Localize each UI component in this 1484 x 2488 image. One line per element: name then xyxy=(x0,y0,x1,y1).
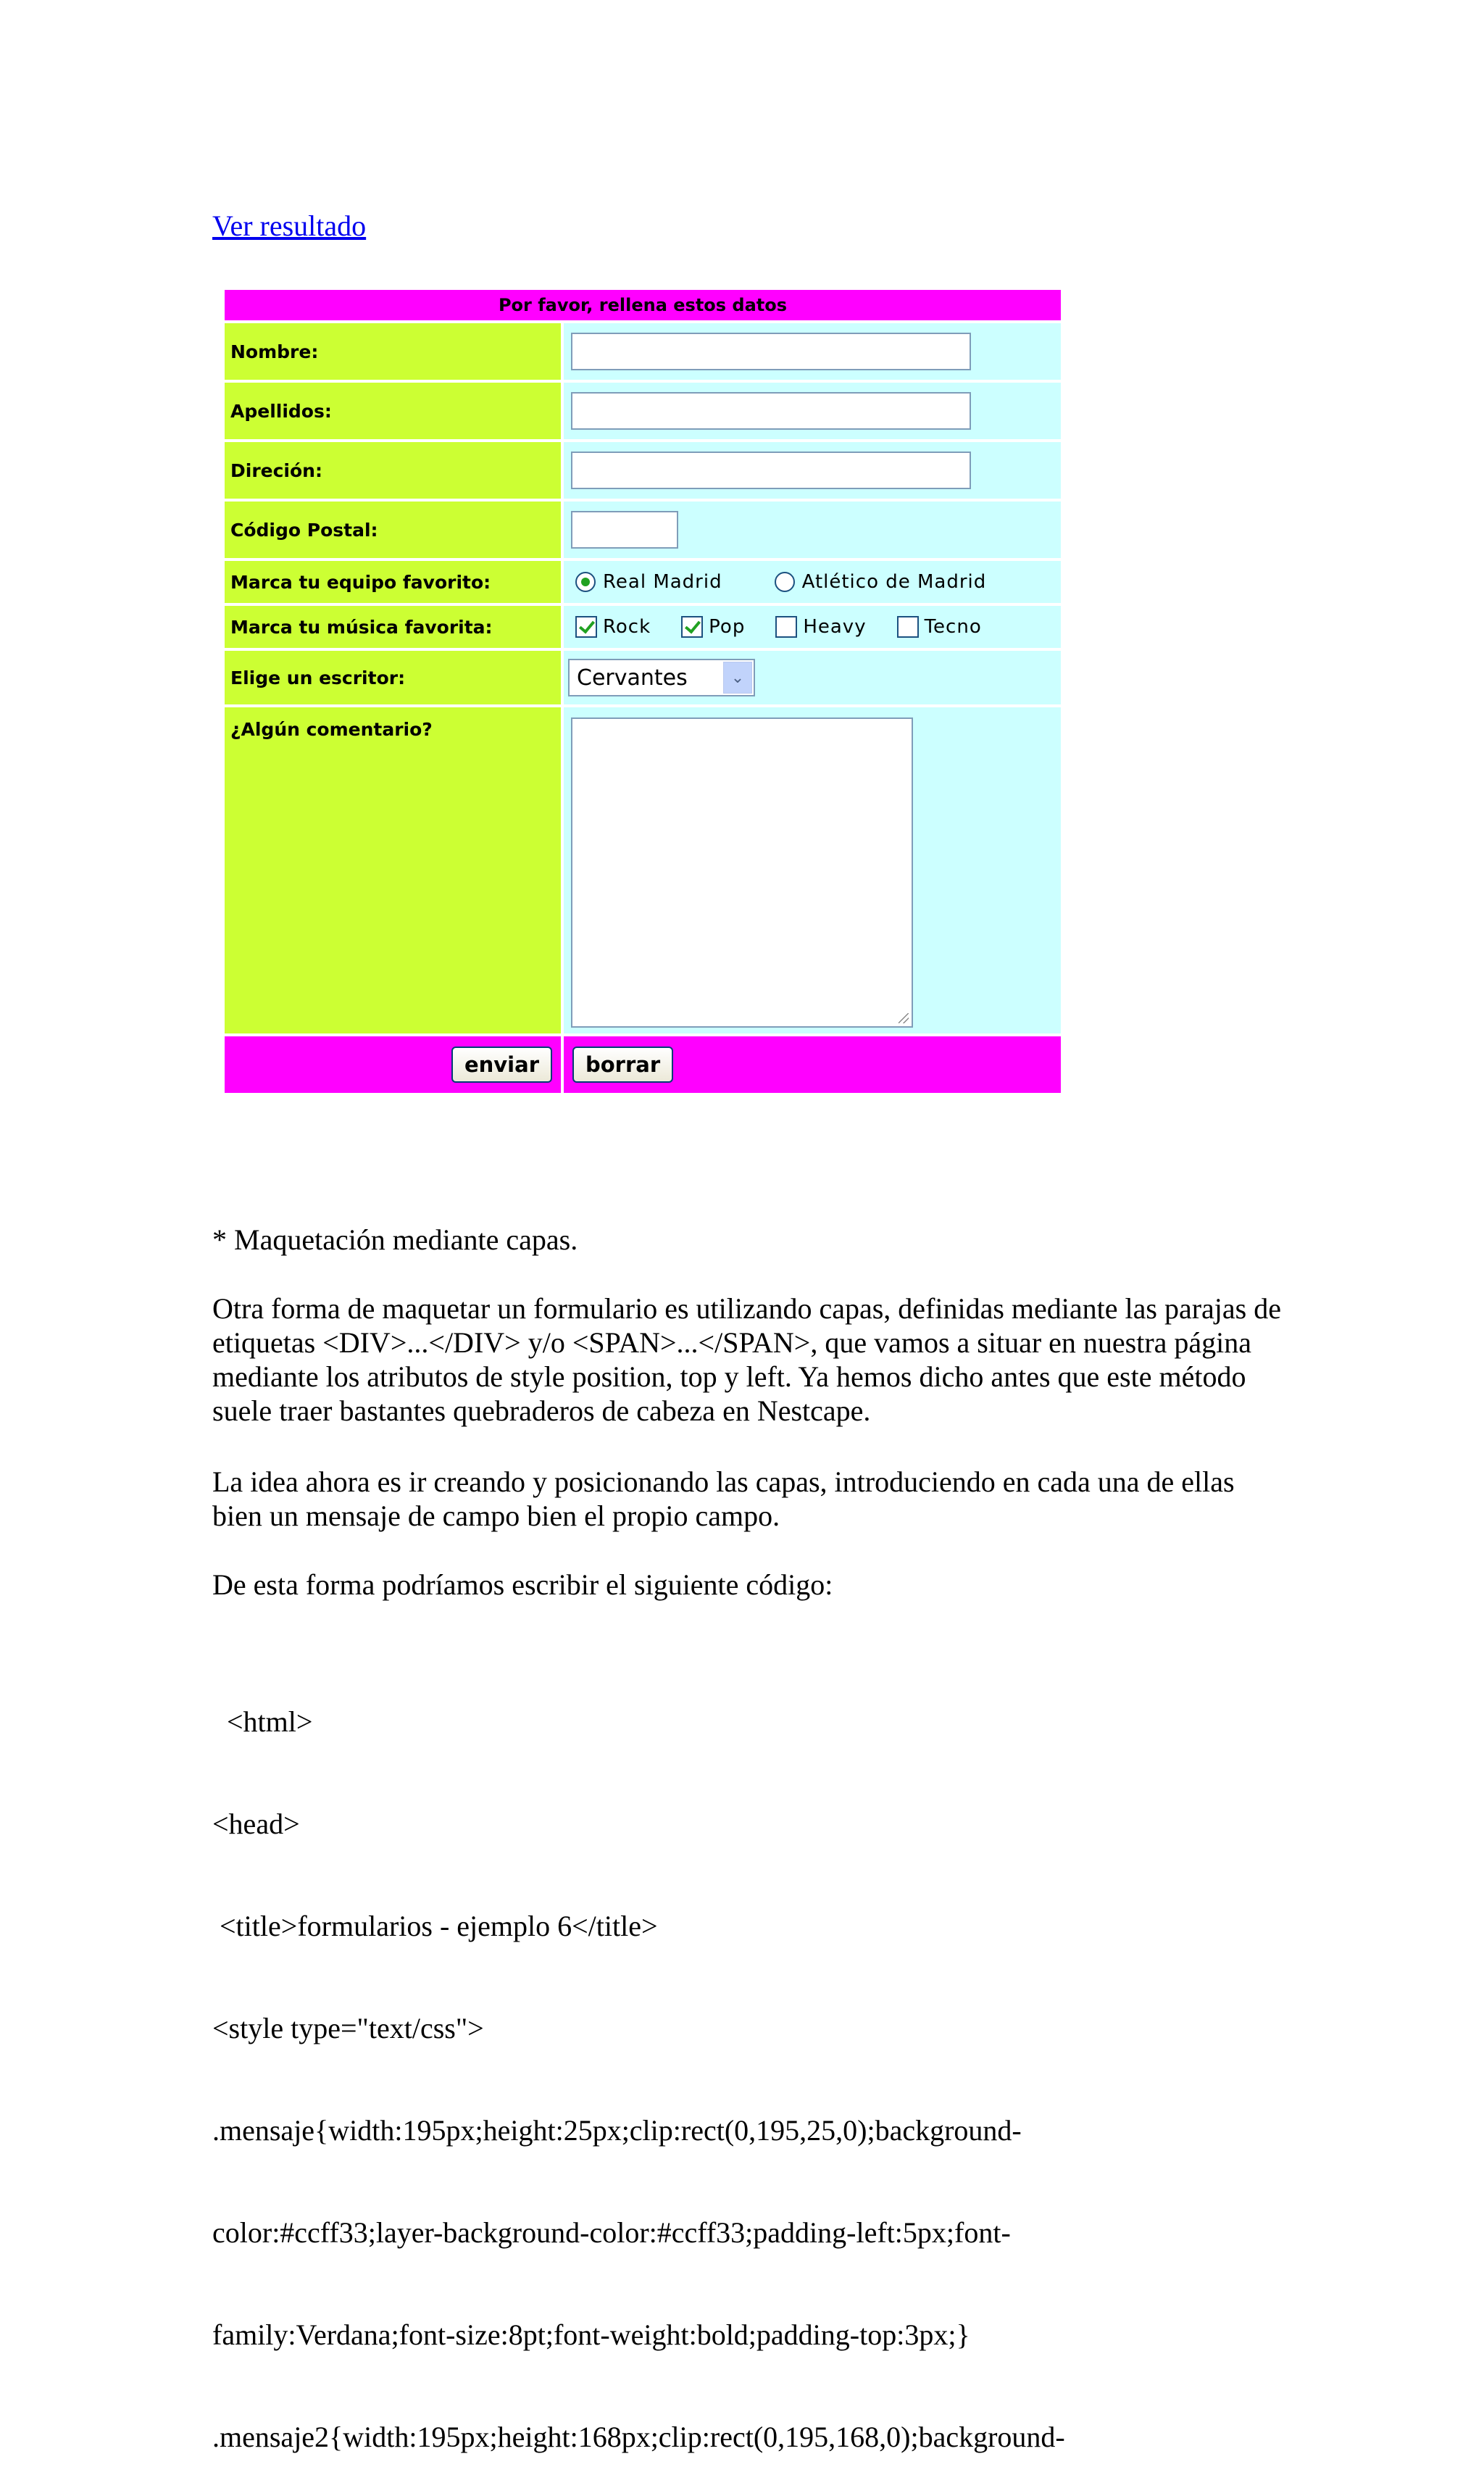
radio-atletico[interactable]: Atlético de Madrid xyxy=(775,571,987,593)
comentario-textarea[interactable] xyxy=(571,717,913,1028)
row-equipo xyxy=(225,561,1061,603)
row-musica xyxy=(225,606,1061,648)
row-cp xyxy=(225,502,1061,558)
paragraph-1: Otra forma de maquetar un formulario es utilizando capas, definidas mediante las parajas de etiquetas <DIV>...</DIV> y/o <SPAN>...</SPAN>, que vamos a situar en nuestra página mediante los atributos de style position, top y left. Ya hemos dicho antes que este método suele traer bastantes quebraderos de cabeza en Nestcape. xyxy=(212,1292,1281,1427)
chevron-down-icon[interactable]: ⌄ xyxy=(723,662,752,694)
code-line: family:Verdana;font-size:8pt;font-weight:bold;padding-top:3px;} xyxy=(212,2318,970,2351)
code-line: <head> xyxy=(212,1807,300,1840)
label-musica: Marca tu música favorita: xyxy=(225,606,561,648)
checkbox-pop[interactable]: Pop xyxy=(681,616,745,638)
label-escritor: Elige un escritor: xyxy=(225,651,561,704)
code-block xyxy=(212,1636,1285,2488)
borrar-button[interactable]: borrar xyxy=(572,1047,673,1083)
code-line: color:#ccff33;layer-background-color:#ccff33;padding-left:5px;font- xyxy=(212,2216,1011,2249)
checkbox-checked-icon xyxy=(575,616,597,638)
code-line: .mensaje{width:195px;height:25px;clip:rect(0,195,25,0);background- xyxy=(212,2114,1022,2147)
code-line: <title>formularios - ejemplo 6</title> xyxy=(212,1910,658,1942)
paragraph-3: De esta forma podríamos escribir el siguiente código: xyxy=(212,1568,833,1601)
enviar-button[interactable]: enviar xyxy=(451,1047,552,1083)
checkbox-tecno[interactable]: Tecno xyxy=(897,616,982,638)
checkbox-checked-icon xyxy=(681,616,703,638)
codigo-postal-input[interactable] xyxy=(571,511,678,549)
row-escritor xyxy=(225,651,1061,704)
apellidos-input[interactable] xyxy=(571,392,971,430)
code-line: <style type="text/css"> xyxy=(212,2012,484,2044)
label-apellidos: Apellidos: xyxy=(225,383,561,439)
label-nombre: Nombre: xyxy=(225,323,561,380)
row-nombre xyxy=(225,323,1061,380)
form-header: Por favor, rellena estos datos xyxy=(225,290,1061,320)
code-line: <html> xyxy=(212,1705,313,1738)
escritor-select[interactable]: Cervantes ⌄ xyxy=(568,659,755,696)
checkbox-empty-icon xyxy=(775,616,797,638)
row-comentario xyxy=(225,707,1061,1033)
row-direccion xyxy=(225,442,1061,499)
label-codigo-postal: Código Postal: xyxy=(225,502,561,558)
radio-real-madrid[interactable]: Real Madrid xyxy=(575,571,722,593)
nombre-input[interactable] xyxy=(571,333,971,370)
section-heading: * Maquetación mediante capas. xyxy=(212,1223,578,1256)
label-comentario: ¿Algún comentario? xyxy=(225,707,561,1033)
form-footer xyxy=(225,1036,1061,1093)
example-form xyxy=(225,290,1061,1093)
checkbox-rock[interactable]: Rock xyxy=(575,616,651,638)
code-line: .mensaje2{width:195px;height:168px;clip:rect(0,195,168,0);background- xyxy=(212,2421,1065,2453)
label-direccion: Direción: xyxy=(225,442,561,499)
checkbox-empty-icon xyxy=(897,616,919,638)
paragraph-2: La idea ahora es ir creando y posicionando las capas, introduciendo en cada una de ellas bien un mensaje de campo bien el propio campo. xyxy=(212,1465,1235,1532)
ver-resultado-link[interactable]: Ver resultado xyxy=(212,209,367,242)
label-equipo: Marca tu equipo favorito: xyxy=(225,561,561,603)
radio-empty-icon xyxy=(775,572,795,592)
checkbox-heavy[interactable]: Heavy xyxy=(775,616,866,638)
row-apellidos xyxy=(225,383,1061,439)
radio-selected-icon xyxy=(575,572,596,592)
direccion-input[interactable] xyxy=(571,452,971,489)
resize-grip-icon[interactable] xyxy=(899,1013,909,1023)
